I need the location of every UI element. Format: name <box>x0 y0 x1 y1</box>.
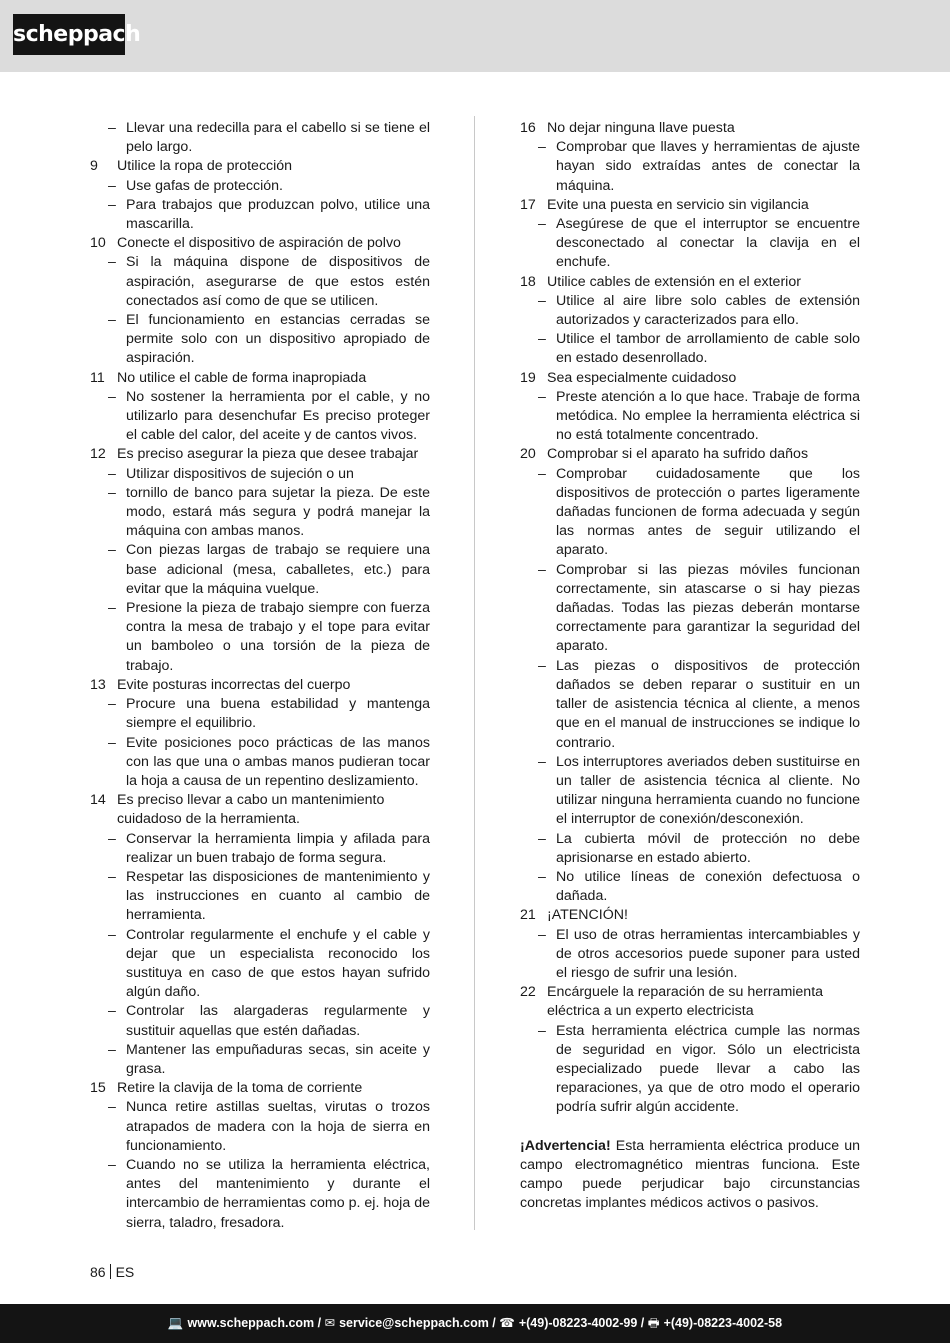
dash-bullet: – <box>108 312 116 329</box>
dash-list-item <box>90 196 430 234</box>
item-number: 16 <box>520 120 536 136</box>
item-text: Comprobar cuidadosamente que los dispositivos de protección o partes ligeramente dañadas funcionen de forma adecuada y según las normas antes de seguir utilizando el aparato. <box>556 465 860 559</box>
footer-separator: / <box>637 1316 648 1330</box>
page-number-separator <box>110 1264 111 1279</box>
numbered-item <box>90 1079 430 1098</box>
item-text: Comprobar si el aparato ha sufrido daños <box>547 446 809 463</box>
item-text: Esta herramienta eléctrica cumple las normas de seguridad en vigor. Sólo un electricista especializado puede llevar a cabo las reparaciones, ya que de otro modo el operario podría sufrir algún accidente. <box>556 1022 860 1116</box>
dash-list-item <box>90 465 430 484</box>
footer-fax: +(49)-08223-4002-58 <box>663 1316 783 1330</box>
mail-icon: ✉ <box>324 1316 336 1330</box>
dash-bullet: – <box>108 600 116 617</box>
item-number: 11 <box>90 369 105 386</box>
dash-list-item <box>520 388 860 446</box>
item-number: 17 <box>520 196 536 213</box>
item-text: Utilice la ropa de protección <box>117 158 293 175</box>
page-number-value: 86 <box>90 1264 106 1280</box>
item-text: Evite posiciones poco prácticas de las manos con las que una o ambas manos pudieran tocar la hoja a causa de un repentino deslizamiento. <box>126 734 430 789</box>
dash-list-item <box>520 1022 860 1118</box>
page-header <box>0 0 950 72</box>
item-text: Conservar la herramienta limpia y afilada para realizar un buen trabajo de forma segura. <box>126 830 430 866</box>
item-number: 12 <box>90 446 106 463</box>
dash-bullet: – <box>108 1156 116 1173</box>
dash-bullet: – <box>108 388 116 405</box>
item-text: No sostener la herramienta por el cable, y no utilizarlo para desenchufar Es preciso proteger el cable del calor, del aceite y de cantos vivos. <box>126 388 430 444</box>
dash-list-item <box>90 1156 430 1233</box>
dash-list-item <box>520 657 860 753</box>
dash-list-item <box>90 868 430 926</box>
item-text: Retire la clavija de la toma de corriente <box>117 1080 363 1097</box>
item-text: El funcionamiento en estancias cerradas se permite solo con un dispositivo apropiado de aspiración. <box>126 312 430 367</box>
dash-bullet: – <box>108 734 116 751</box>
numbered-item <box>90 445 430 464</box>
warning-label: ¡Advertencia! <box>520 1137 611 1154</box>
dash-list-item <box>90 695 430 733</box>
page-number <box>90 1264 134 1280</box>
item-text: Si la máquina dispone de dispositivos de aspiración, asegurarse de que estos estén conectados así como de que se utilicen. <box>126 254 430 309</box>
numbered-item <box>520 369 860 388</box>
dash-bullet: – <box>108 465 116 482</box>
item-text: Controlar regularmente el enchufe y el cable y dejar que un especialista reconocido los sustituya en caso de que estos hayan sufrido algún daño. <box>126 926 430 1001</box>
dash-list-item <box>520 868 860 906</box>
numbered-item <box>90 157 430 176</box>
item-text: Asegúrese de que el interruptor se encuentre desconectado al conectar la clavija en el enchufe. <box>556 216 860 271</box>
footer-separator: / <box>314 1316 325 1330</box>
dash-bullet: – <box>108 484 116 501</box>
warning-text: Esta herramienta eléctrica produce un campo electromagnético mientras funciona. Este campo puede perjudicar bajo circunstancias concretas implantes médicos activos o pasivos. <box>520 1137 860 1212</box>
numbered-item <box>90 676 430 695</box>
dash-bullet: – <box>108 696 116 713</box>
dash-bullet: – <box>108 926 116 943</box>
dash-list-item <box>90 541 430 599</box>
item-text: Para trabajos que produzcan polvo, utilice una mascarilla. <box>126 196 430 233</box>
dash-list-item <box>90 177 430 196</box>
dash-list-item <box>90 388 430 446</box>
dash-bullet: – <box>108 254 116 271</box>
dash-bullet: – <box>108 830 116 847</box>
footer-website[interactable]: www.scheppach.com <box>187 1316 315 1330</box>
fax-icon: 🖶 <box>647 1316 660 1330</box>
item-text: El uso de otras herramientas intercambiables y de otros accesorios puede suponer para usted el riesgo de sufrir una lesión. <box>556 926 860 981</box>
right-column-list <box>520 119 860 1118</box>
dash-list-item <box>90 1002 430 1040</box>
item-text: Procure una buena estabilidad y mantenga siempre el equilibrio. <box>126 696 430 732</box>
dash-bullet: – <box>108 196 116 213</box>
numbered-item <box>520 983 860 1021</box>
item-text: ¡ATENCIÓN! <box>547 907 628 924</box>
item-text: Comprobar que llaves y herramientas de ajuste hayan sido extraídas antes de conectar la máquina. <box>556 139 860 194</box>
dash-bullet: – <box>538 561 546 578</box>
dash-bullet: – <box>538 388 546 405</box>
numbered-item <box>90 369 430 388</box>
item-text: Evite posturas incorrectas del cuerpo <box>117 676 351 693</box>
footer-separator: / <box>488 1316 500 1330</box>
dash-bullet: – <box>108 1099 116 1116</box>
footer-email[interactable]: service@scheppach.com <box>339 1316 489 1330</box>
numbered-item <box>90 791 430 829</box>
item-text: Llevar una redecilla para el cabello si se tiene el pelo largo. <box>126 120 430 156</box>
dash-list-item <box>90 734 430 792</box>
dash-bullet: – <box>108 177 116 194</box>
item-text: Nunca retire astillas sueltas, virutas o trozos atrapados de madera con la hoja de sierra en funcionamiento. <box>126 1099 430 1154</box>
column-divider <box>474 116 475 1230</box>
page-footer <box>0 1304 950 1343</box>
dash-list-item <box>520 561 860 657</box>
dash-bullet: – <box>538 926 546 943</box>
dash-list-item <box>90 926 430 1003</box>
item-text: Comprobar si las piezas móviles funcionan correctamente, sin atascarse o si hay piezas dañadas. Todas las piezas deberán montarse correctamente para garantizar la seguridad del aparato. <box>556 561 860 655</box>
dash-list-item <box>90 830 430 868</box>
dash-bullet: – <box>538 868 546 885</box>
left-column <box>90 119 430 1233</box>
item-text: Evite una puesta en servicio sin vigilancia <box>547 196 809 213</box>
dash-bullet: – <box>538 1022 546 1039</box>
item-number: 22 <box>520 984 536 1001</box>
dash-bullet: – <box>108 542 116 559</box>
item-text: Cuando no se utiliza la herramienta eléctrica, antes del mantenimiento y durante el intercambio de herramientas como p. ej. hoja de sierra, taladro, fresadora. <box>126 1156 430 1231</box>
dash-bullet: – <box>538 216 546 233</box>
item-text: Con piezas largas de trabajo se requiere una base adicional (mesa, caballetes, etc.) para evitar que la máquina vuelque. <box>126 542 430 597</box>
dash-list-item <box>520 292 860 330</box>
item-text: No utilice líneas de conexión defectuosa o dañada. <box>556 868 860 905</box>
dash-list-item <box>90 1041 430 1079</box>
item-text: Conecte el dispositivo de aspiración de polvo <box>117 235 401 252</box>
item-text: Preste atención a lo que hace. Trabaje de forma metódica. No emplee la herramienta eléctrica si no está totalmente concentrado. <box>556 388 860 444</box>
numbered-item <box>520 445 860 464</box>
item-number: 21 <box>520 907 536 924</box>
right-column <box>520 119 860 1214</box>
item-text: Use gafas de protección. <box>126 177 283 194</box>
dash-bullet: – <box>538 753 546 770</box>
item-text: Controlar las alargaderas regularmente y sustituir aquellas que estén dañadas. <box>126 1003 430 1039</box>
computer-icon: 💻 <box>167 1316 184 1330</box>
numbered-item <box>520 906 860 925</box>
item-text: Es preciso asegurar la pieza que desee trabajar <box>117 446 419 463</box>
dash-list-item <box>520 138 860 196</box>
dash-bullet: – <box>108 120 116 136</box>
item-text: Utilice al aire libre solo cables de extensión autorizados y caracterizados para ello. <box>556 292 860 329</box>
dash-list-item <box>520 926 860 984</box>
item-text: No utilice el cable de forma inapropiada <box>117 369 367 386</box>
emf-warning <box>520 1137 860 1214</box>
item-text: Respetar las disposiciones de mantenimiento y las instrucciones en cuanto al cambio de herramienta. <box>126 868 430 924</box>
item-text: La cubierta móvil de protección no debe aprisionarse en estado abierto. <box>556 830 860 866</box>
item-number: 13 <box>90 676 106 693</box>
dash-bullet: – <box>538 331 546 348</box>
dash-list-item <box>90 311 430 369</box>
dash-list-item <box>520 465 860 561</box>
item-text: Utilizar dispositivos de sujeción o un <box>126 465 354 482</box>
footer-phone: +(49)-08223-4002-99 <box>518 1316 638 1330</box>
dash-list-item <box>520 753 860 830</box>
phone-icon: ☎ <box>499 1316 515 1330</box>
dash-bullet: – <box>538 139 546 156</box>
numbered-item <box>520 119 860 138</box>
item-number: 9 <box>90 158 98 175</box>
brand-logo: scheppach <box>13 14 125 55</box>
item-text: Encárguele la reparación de su herramienta eléctrica a un experto electricista <box>547 984 824 1020</box>
item-number: 15 <box>90 1080 106 1097</box>
item-text: No dejar ninguna llave puesta <box>547 120 735 136</box>
page-language: ES <box>115 1264 135 1280</box>
numbered-item <box>90 234 430 253</box>
item-number: 14 <box>90 792 106 809</box>
dash-list-item <box>90 119 430 157</box>
item-text: Utilice cables de extensión en el exterior <box>547 273 801 290</box>
dash-list-item <box>90 253 430 311</box>
dash-bullet: – <box>538 830 546 847</box>
numbered-item <box>520 196 860 215</box>
dash-list-item <box>520 215 860 273</box>
item-number: 18 <box>520 273 536 290</box>
item-number: 10 <box>90 235 106 252</box>
item-text: Utilice el tambor de arrollamiento de cable solo en estado desenrollado. <box>556 331 860 367</box>
item-number: 19 <box>520 369 536 386</box>
item-text: Mantener las empuñaduras secas, sin aceite y grasa. <box>126 1041 430 1077</box>
item-text: Las piezas o dispositivos de protección dañados se deben reparar o sustituir en un taller de asistencia técnica al cliente, a menos que en el manual de instrucciones se indique lo contrario. <box>556 657 860 751</box>
item-text: tornillo de banco para sujetar la pieza. De este modo, estará más segura y podrá manejar la máquina con ambas manos. <box>126 484 430 540</box>
dash-list-item <box>520 330 860 368</box>
dash-bullet: – <box>538 657 546 674</box>
dash-bullet: – <box>108 1003 116 1020</box>
item-text: Es preciso llevar a cabo un mantenimiento cuidadoso de la herramienta. <box>117 792 385 828</box>
dash-bullet: – <box>538 292 546 309</box>
dash-bullet: – <box>108 868 116 885</box>
dash-list-item <box>520 830 860 868</box>
item-text: Sea especialmente cuidadoso <box>547 369 737 386</box>
item-text: Los interruptores averiados deben sustituirse en un taller de asistencia técnica al cliente. No utilizar ninguna herramienta cuando no funcione el interruptor de conexión/desconexión. <box>556 753 860 828</box>
dash-bullet: – <box>108 1041 116 1058</box>
numbered-item <box>520 273 860 292</box>
dash-list-item <box>90 484 430 542</box>
item-number: 20 <box>520 446 536 463</box>
dash-list-item <box>90 599 430 676</box>
dash-bullet: – <box>538 465 546 482</box>
item-text: Presione la pieza de trabajo siempre con fuerza contra la mesa de trabajo y el tope para evitar un bamboleo o una torsión de la pieza de trabajo. <box>126 600 430 674</box>
dash-list-item <box>90 1098 430 1156</box>
